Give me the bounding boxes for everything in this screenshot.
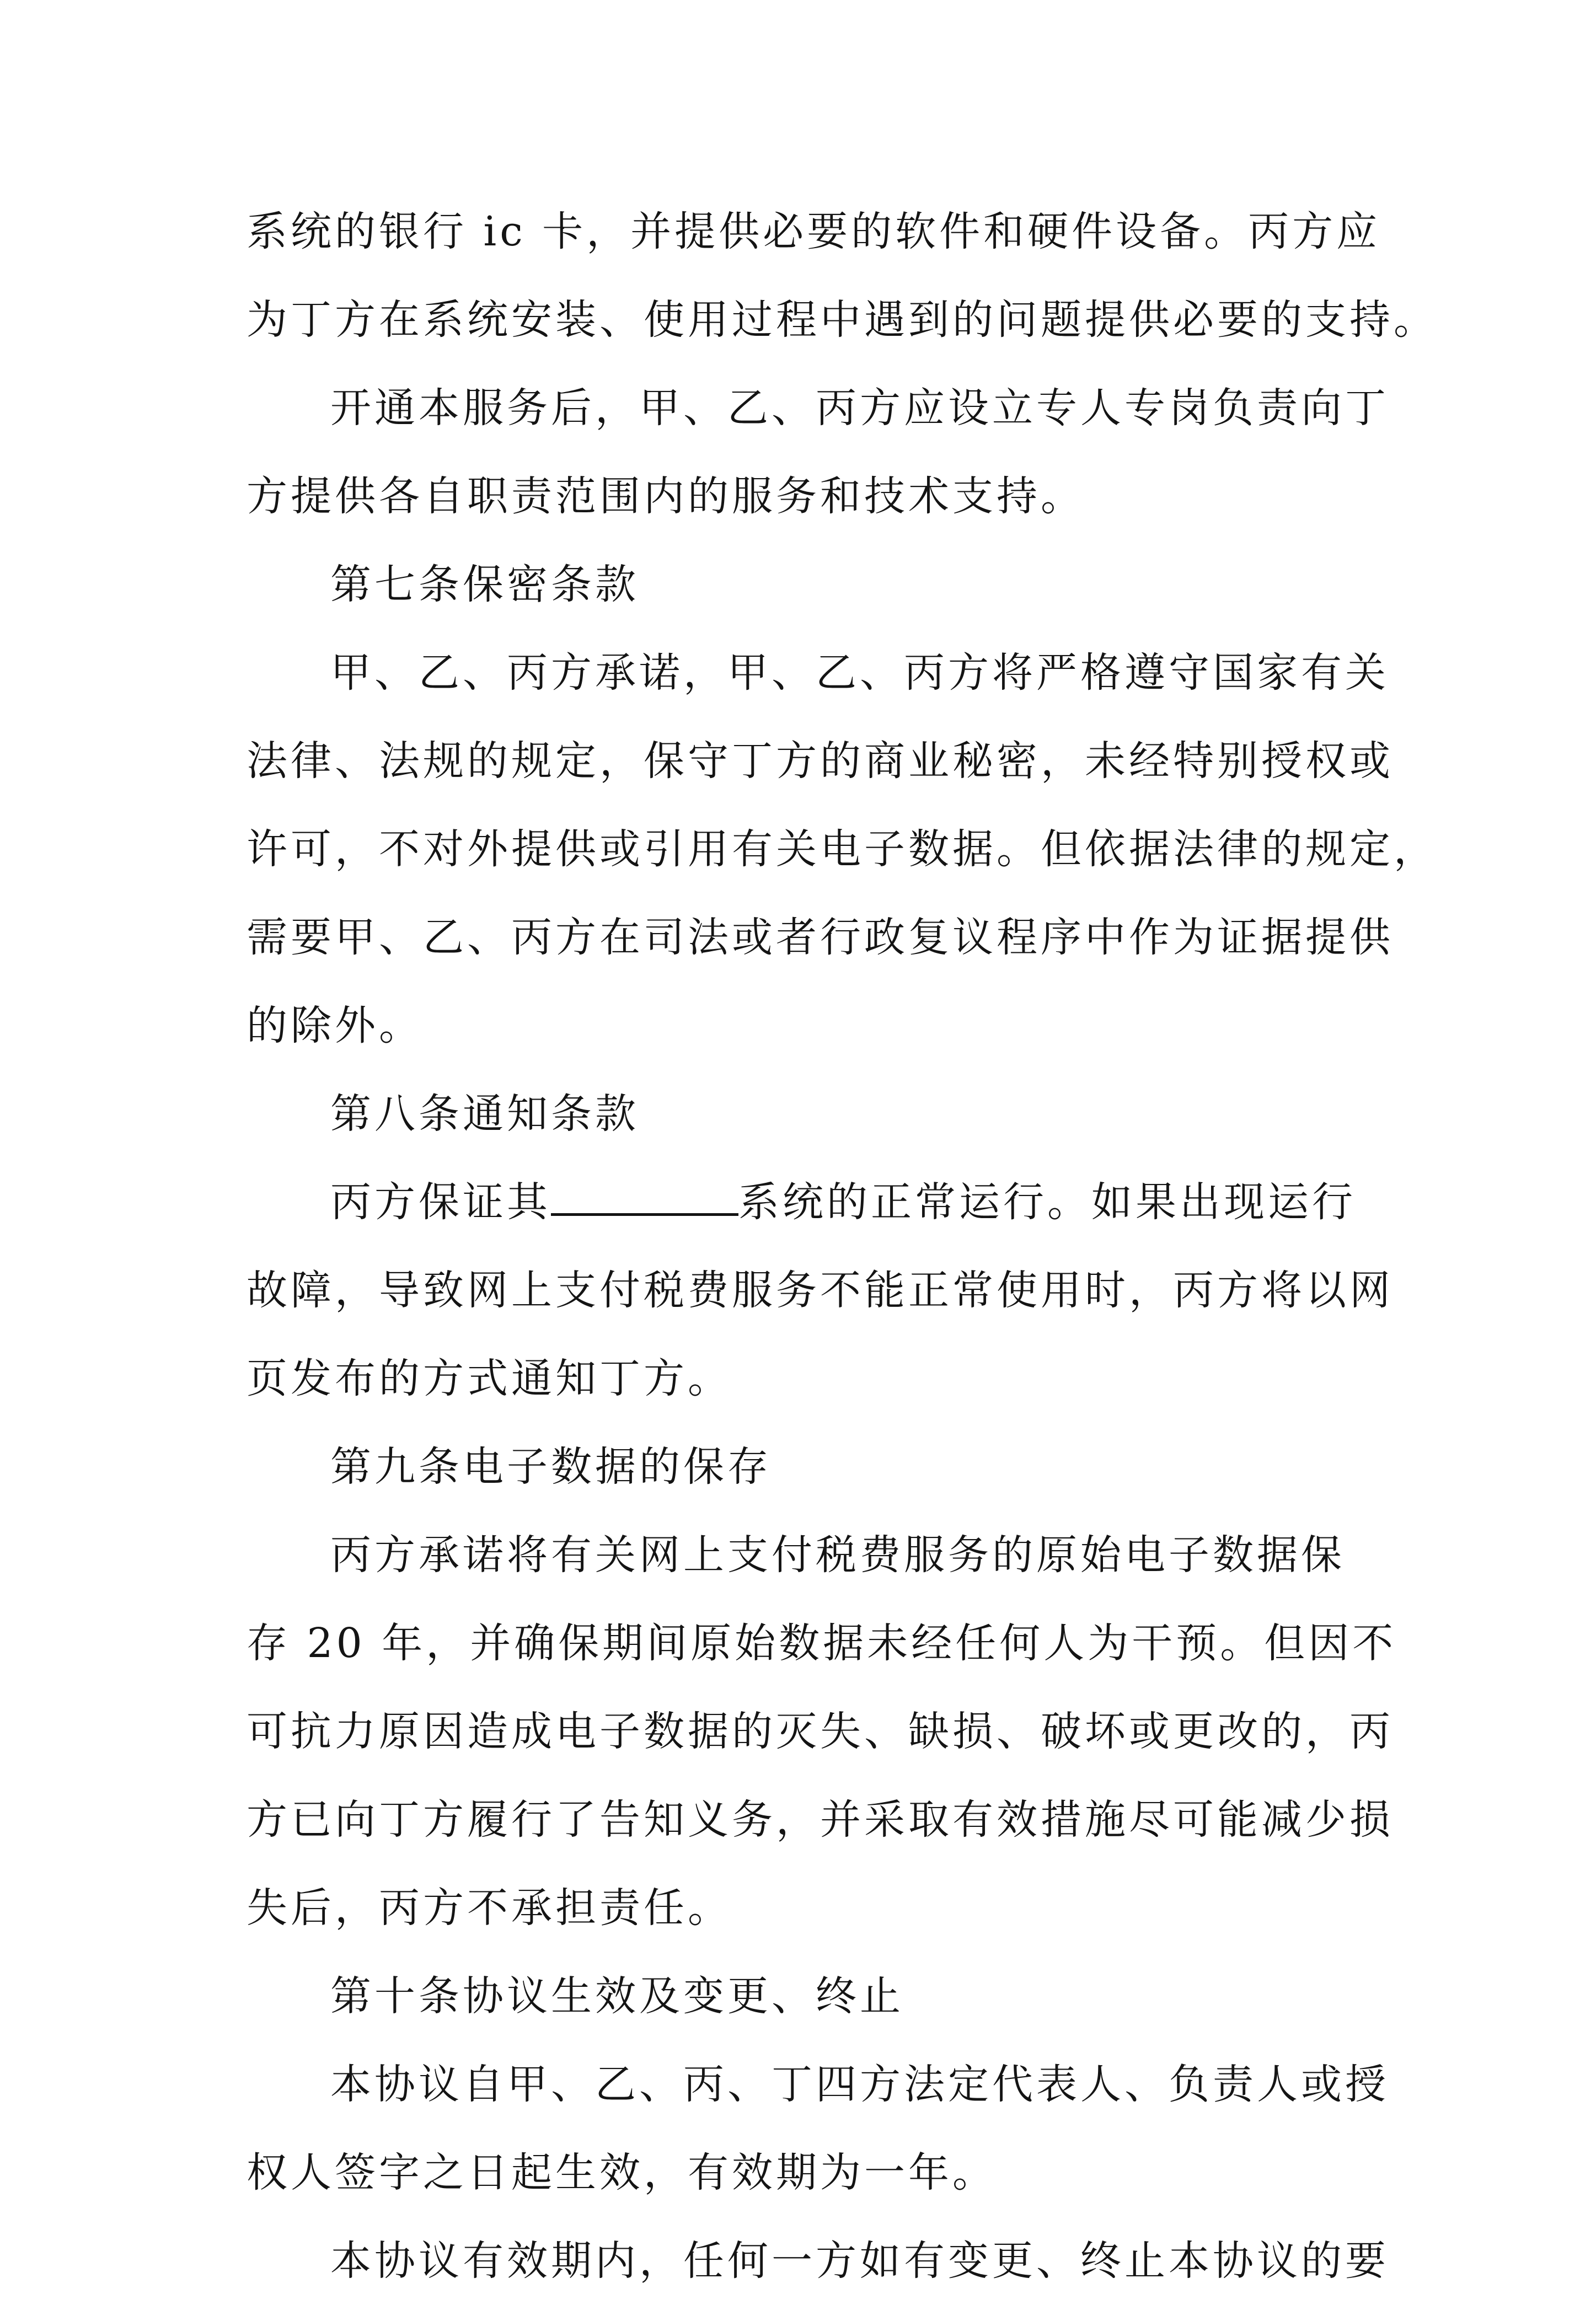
- text-line: 开通本服务后，甲、乙、丙方应设立专人专岗负责向丁: [330, 384, 1389, 432]
- fill-in-blank: [551, 1180, 738, 1216]
- text-line: 本协议自甲、乙、丙、丁四方法定代表人、负责人或授: [330, 2061, 1389, 2108]
- text-line: 本协议有效期内，任何一方如有变更、终止本协议的要: [330, 2237, 1389, 2285]
- text-line: 可抗力原因造成电子数据的灭失、缺损、破坏或更改的，丙: [247, 1708, 1394, 1755]
- article-heading: 第十条协议生效及变更、终止: [330, 1972, 904, 2020]
- text-line: 页发布的方式通知丁方。: [247, 1355, 732, 1402]
- text-line: 丙方承诺将有关网上支付税费服务的原始电子数据保: [330, 1531, 1345, 1579]
- document-body: [247, 187, 1438, 2305]
- article-heading: 第七条保密条款: [330, 561, 639, 608]
- text-line: 需要甲、乙、丙方在司法或者行政复议程序中作为证据提供: [247, 914, 1394, 961]
- text-line: 许可，不对外提供或引用有关电子数据。但依据法律的规定，: [247, 825, 1438, 873]
- text-line: 的除外。: [247, 1002, 423, 1049]
- text-line: 故障，导致网上支付税费服务不能正常使用时，丙方将以网: [247, 1267, 1394, 1314]
- text-segment: 丙方保证其: [330, 1178, 551, 1226]
- text-line: 甲、乙、丙方承诺，甲、乙、丙方将严格遵守国家有关: [330, 649, 1389, 696]
- text-line: 权人签字之日起生效，有效期为一年。: [247, 2149, 997, 2196]
- text-line: 方已向丁方履行了告知义务，并采取有效措施尽可能减少损: [247, 1796, 1394, 1843]
- article-heading: 第八条通知条款: [330, 1090, 639, 1138]
- text-segment: 系统的正常运行。如果出现运行: [738, 1178, 1356, 1226]
- article-heading: 第九条电子数据的保存: [330, 1443, 772, 1491]
- text-line: 为丁方在系统安装、使用过程中遇到的问题提供必要的支持。: [247, 296, 1438, 344]
- text-line: 系统的银行 ic 卡，并提供必要的软件和硬件设备。丙方应: [247, 208, 1381, 255]
- text-line-with-blank: [247, 1158, 1416, 1246]
- text-line: 法律、法规的规定，保守丁方的商业秘密，未经特别授权或: [247, 737, 1394, 785]
- text-line: 方提供各自职责范围内的服务和技术支持。: [247, 473, 1085, 520]
- text-line: 存 20 年，并确保期间原始数据未经任何人为干预。但因不: [247, 1620, 1397, 1667]
- text-line: 失后，丙方不承担责任。: [247, 1884, 732, 1932]
